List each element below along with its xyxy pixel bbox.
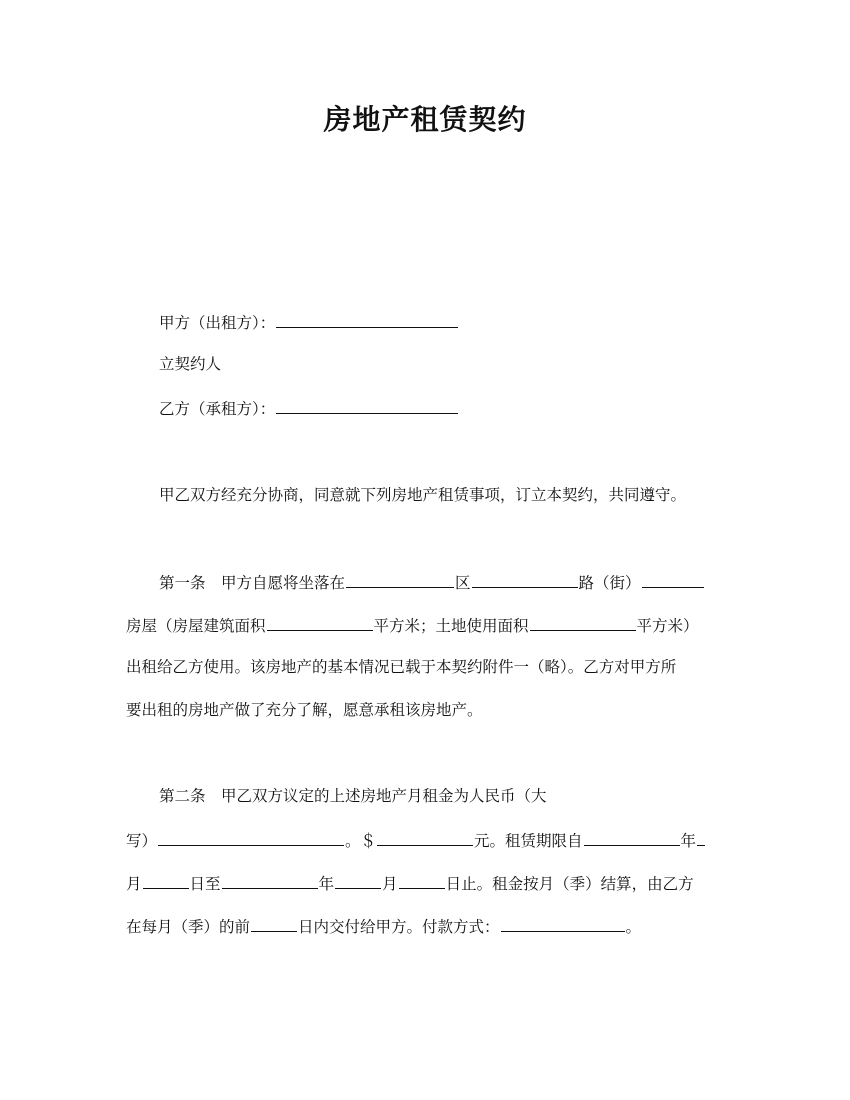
article2-line4 (126, 915, 641, 937)
payment-method-blank[interactable] (501, 915, 625, 932)
article1-text: 路（街） (578, 574, 641, 592)
building-area-blank[interactable] (267, 614, 373, 631)
article2-text: 日内交付给甲方。付款方式： (298, 918, 500, 936)
end-month-blank[interactable] (335, 872, 381, 889)
article1-line4: 要出租的房地产做了充分了解，愿意承租该房地产。 (126, 701, 483, 719)
article2-line2 (126, 829, 706, 851)
party-b-label: 乙方（承租方）： (159, 400, 276, 418)
article2-line1: 第二条 甲乙双方议定的上述房地产月租金为人民币（大 (159, 787, 547, 805)
party-a-blank[interactable] (276, 311, 458, 328)
article1-text: 房屋（房屋建筑面积 (126, 617, 266, 635)
article2-text: 。 (625, 918, 642, 936)
document-title: 房地产租赁契约 (323, 103, 527, 136)
payment-days-blank[interactable] (251, 915, 297, 932)
start-year-blank[interactable] (584, 829, 680, 846)
preamble: 甲乙双方经充分协商，同意就下列房地产租赁事项，订立本契约，共同遵守。 (159, 486, 687, 504)
article2-line3 (126, 872, 694, 894)
article1-text: 平方米） (636, 617, 699, 635)
article2-text: 月 (126, 875, 142, 893)
start-month-blank[interactable] (697, 829, 705, 846)
article1-text: 平方米；土地使用面积 (373, 617, 529, 635)
party-b-blank[interactable] (276, 397, 458, 414)
article2-text: 元。租赁期限自 (474, 832, 583, 850)
signatory-line (159, 354, 221, 374)
road-blank[interactable] (472, 571, 578, 588)
end-day-blank[interactable] (399, 872, 445, 889)
end-year-blank[interactable] (222, 872, 318, 889)
article2-text: 年 (318, 875, 335, 893)
district-blank[interactable] (346, 571, 454, 588)
party-a-line (159, 311, 459, 333)
party-b-line (159, 397, 459, 419)
article1-line3: 出租给乙方使用。该房地产的基本情况已载于本契约附件一（略）。乙方对甲方所 (126, 658, 677, 676)
article1-text: 第一条 甲方自愿将坐落在 (159, 574, 346, 592)
article2-text: 日止。租金按月（季）结算，由乙方 (445, 875, 694, 893)
article1-line1 (159, 571, 705, 593)
article1-text: 区 (455, 574, 471, 592)
rent-amount-blank[interactable] (377, 829, 473, 846)
street-number-blank[interactable] (642, 571, 704, 588)
article2-text: 年 (680, 832, 697, 850)
start-day-blank[interactable] (143, 872, 189, 889)
article1-line2 (126, 614, 699, 636)
article2-text: 在每月（季）的前 (126, 918, 251, 936)
article2-text: 日至 (189, 875, 221, 893)
article2-text: 写） (126, 832, 158, 850)
article2-text: 。＄ (345, 832, 377, 850)
party-a-label: 甲方（出租方）： (159, 314, 276, 332)
rent-in-words-blank[interactable] (158, 829, 344, 846)
land-area-blank[interactable] (530, 614, 636, 631)
signatory-label: 立契约人 (159, 355, 222, 373)
article2-text: 月 (382, 875, 398, 893)
